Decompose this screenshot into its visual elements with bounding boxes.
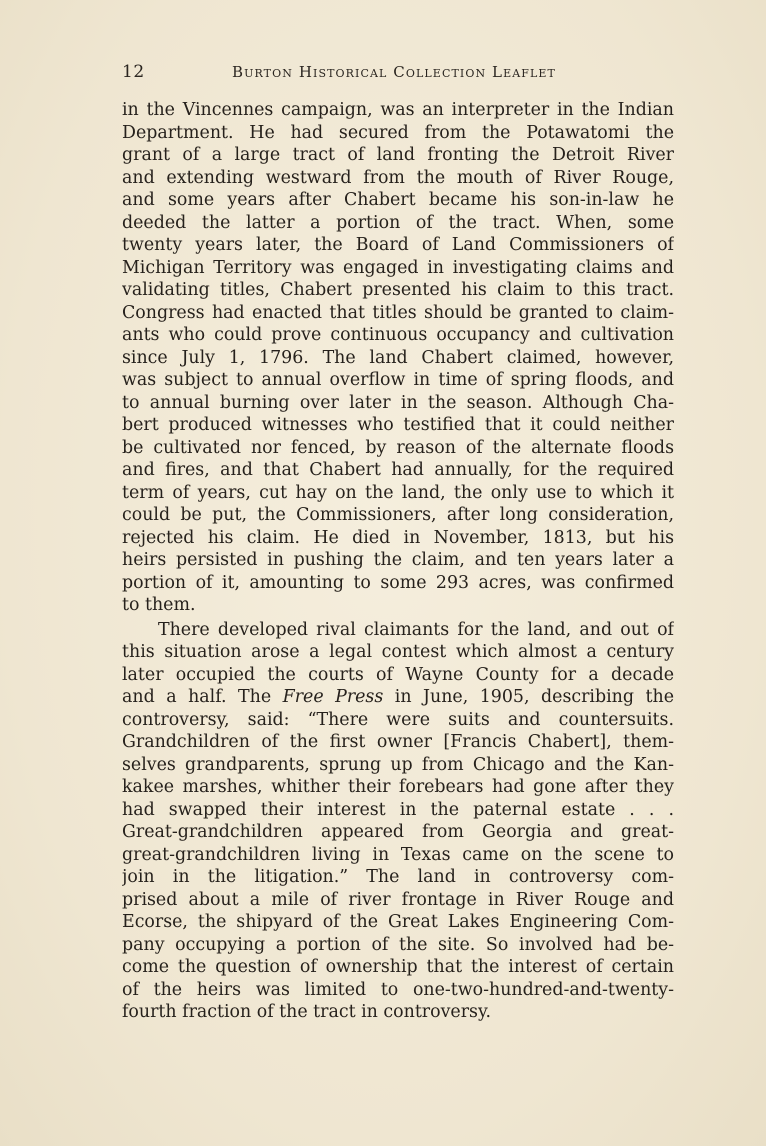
text-line: fourth fraction of the tract in controversy.	[122, 1002, 491, 1022]
text-line: had swapped their interest in the paternal estate . . .	[122, 799, 674, 820]
text-line: controversy, said: “There were suits and countersuits.	[122, 709, 674, 730]
text-run: and a half. The	[122, 687, 283, 707]
body-text	[122, 99, 674, 1024]
text-line: deeded the latter a portion of the tract. When, some	[122, 212, 674, 233]
text-line: Grandchildren of the first owner [Francis Chabert], them-	[122, 732, 674, 752]
text-line: of the heirs was limited to one-two-hundred-and-twenty-	[122, 979, 674, 1000]
text-line: this situation arose a legal contest which almost a century	[122, 642, 674, 662]
text-line: Ecorse, the shipyard of the Great Lakes Engineering Com-	[122, 912, 674, 932]
text-line: heirs persisted in pushing the claim, and ten years later a	[122, 550, 674, 570]
newspaper-title: Free Press	[282, 687, 384, 707]
text-line: in the Vincennes campaign, was an interpreter in the Indian	[122, 100, 674, 120]
text-line: twenty years later, the Board of Land Commissioners of	[122, 235, 674, 255]
text-line: bert produced witnesses who testified that it could neither	[122, 415, 674, 435]
paragraph-1	[122, 99, 674, 617]
text-line: Department. He had secured from the Potawatomi the	[122, 122, 674, 143]
text-line: to them.	[122, 595, 196, 615]
text-line: Congress had enacted that titles should be granted to claim-	[122, 302, 674, 323]
text-line: later occupied the courts of Wayne County for a decade	[122, 664, 674, 685]
text-line: great-grandchildren living in Texas came on the scene to	[122, 844, 674, 865]
paragraph-2	[122, 619, 674, 1024]
text-line: kakee marshes, whither their forebears had gone after they	[122, 777, 674, 797]
text-line: rejected his claim. He died in November, 1813, but his	[122, 527, 674, 548]
text-line: Great-grandchildren appeared from Georgia and great-	[122, 822, 674, 842]
text-line: ants who could prove continuous occupancy and cultivation	[122, 325, 674, 345]
text-line: and some years after Chabert became his son-in-law he	[122, 190, 674, 210]
text-line: and extending westward from the mouth of River Rouge,	[122, 167, 674, 188]
text-line: was subject to annual overflow in time of spring floods, and	[122, 370, 674, 390]
text-line: to annual burning over later in the season. Although Cha-	[122, 392, 674, 413]
text-line: validating titles, Chabert presented his claim to this tract.	[122, 280, 674, 300]
text-line: could be put, the Commissioners, after long consideration,	[122, 505, 674, 525]
text-run: in June, 1905, describing the	[383, 687, 674, 707]
text-line: term of years, cut hay on the land, the only use to which it	[122, 482, 674, 503]
text-line: come the question of ownership that the interest of certain	[122, 957, 674, 977]
text-line: prised about a mile of river frontage in River Rouge and	[122, 889, 674, 910]
text-line: There developed rival claimants for the land, and out of	[158, 619, 674, 640]
page-number: 12	[122, 62, 145, 82]
text-line: pany occupying a portion of the site. So involved had be-	[122, 934, 674, 955]
text-line: join in the litigation.” The land in controversy com-	[122, 867, 674, 887]
text-line: grant of a large tract of land fronting the Detroit River	[122, 145, 674, 165]
text-line: selves grandparents, sprung up from Chicago and the Kan-	[122, 754, 674, 775]
page-header	[122, 62, 642, 84]
text-line: be cultivated nor fenced, by reason of the alternate floods	[122, 437, 674, 458]
text-line: Michigan Territory was engaged in investigating claims and	[122, 257, 674, 278]
text-line: since July 1, 1796. The land Chabert claimed, however,	[122, 347, 674, 368]
running-head: Burton Historical Collection Leaflet	[232, 63, 556, 81]
text-line: and fires, and that Chabert had annually, for the required	[122, 460, 674, 480]
text-line: portion of it, amounting to some 293 acres, was confirmed	[122, 572, 674, 593]
text-line-with-italic	[122, 686, 674, 709]
